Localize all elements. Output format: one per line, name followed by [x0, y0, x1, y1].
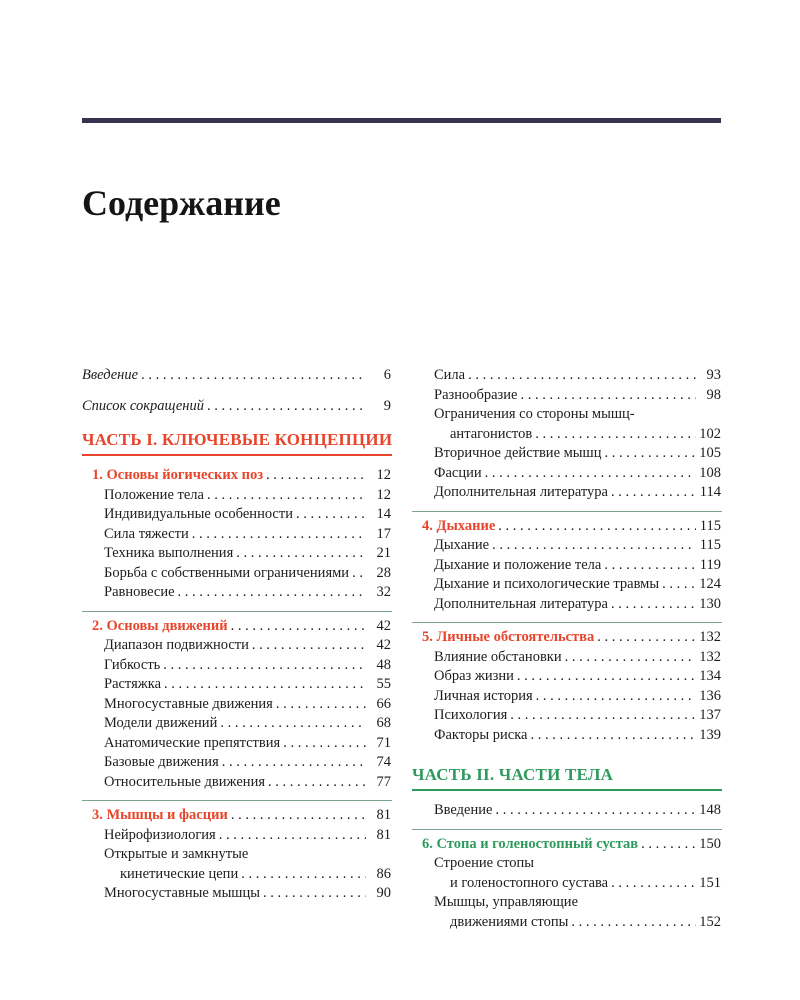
toc-entry[interactable]: Вторичное действие мышц . . . 105: [412, 444, 722, 464]
toc-entry[interactable]: Техника выполнения . . . 21: [82, 544, 392, 564]
toc-chapter-5[interactable]: 5. Личные обстоятельства . . . 132: [412, 628, 722, 648]
toc-entry[interactable]: Многосуставные движения . . . 66: [82, 695, 392, 715]
toc-entry[interactable]: Психология . . . 137: [412, 706, 722, 726]
chapter-divider: [412, 829, 722, 830]
toc-entry[interactable]: кинетические цепи . . . 86: [82, 865, 392, 885]
toc-entry-abbreviations[interactable]: Список сокращений . . . 9: [82, 397, 392, 417]
toc-entry[interactable]: Борьба с собственными ограничениями . . . 28: [82, 564, 392, 584]
toc-entry[interactable]: Положение тела . . . 12: [82, 486, 392, 506]
toc-entry[interactable]: Сила тяжести . . . 17: [82, 525, 392, 545]
toc-entry[interactable]: Дополнительная литература . . . 130: [412, 595, 722, 615]
toc-entry[interactable]: Введение . . . 148: [412, 801, 722, 821]
toc-entry-intro[interactable]: Введение . . . 6: [82, 366, 392, 386]
chapter-divider: [82, 611, 392, 612]
toc-entry[interactable]: Разнообразие . . . 98: [412, 386, 722, 406]
toc-entry[interactable]: Относительные движения . . . 77: [82, 773, 392, 793]
toc-entry[interactable]: Равновесие . . . 32: [82, 583, 392, 603]
toc-entry[interactable]: Нейрофизиология . . . 81: [82, 826, 392, 846]
toc-entry[interactable]: Дыхание . . . 115: [412, 536, 722, 556]
toc-entry-line: Ограничения со стороны мышц-: [434, 406, 635, 422]
toc-entry[interactable]: Растяжка . . . 55: [82, 675, 392, 695]
toc-entry[interactable]: Диапазон подвижности . . . 42: [82, 636, 392, 656]
toc-chapter-6[interactable]: 6. Стопа и голеностопный сустав . . . 150: [412, 835, 722, 855]
part-heading-1: ЧАСТЬ I. КЛЮЧЕВЫЕ КОНЦЕПЦИИ: [82, 430, 392, 456]
chapter-divider: [412, 622, 722, 623]
toc-entry[interactable]: Дополнительная литература . . . 114: [412, 483, 722, 503]
toc-entry[interactable]: антагонистов . . . 102: [412, 425, 722, 445]
page-title: Содержание: [82, 183, 281, 223]
toc-entry-line: Строение стопы: [434, 855, 535, 871]
toc-entry[interactable]: и голеностопного сустава . . . 151: [412, 874, 722, 894]
toc-entry[interactable]: Личная история . . . 136: [412, 687, 722, 707]
toc-left-column: [82, 366, 392, 904]
toc-entry[interactable]: Влияние обстановки . . . 132: [412, 648, 722, 668]
toc-entry[interactable]: Базовые движения . . . 74: [82, 753, 392, 773]
toc-chapter-1[interactable]: 1. Основы йогических поз . . . 12: [82, 466, 392, 486]
part-heading-2: ЧАСТЬ II. ЧАСТИ ТЕЛА: [412, 765, 722, 791]
toc-entry[interactable]: Дыхание и психологические травмы . . . 124: [412, 575, 722, 595]
chapter-divider: [412, 511, 722, 512]
top-rule: [82, 118, 721, 123]
toc-entry[interactable]: Фасции . . . 108: [412, 464, 722, 484]
toc-entry[interactable]: движениями стопы . . . 152: [412, 913, 722, 933]
toc-entry[interactable]: Образ жизни . . . 134: [412, 667, 722, 687]
toc-entry[interactable]: Модели движений . . . 68: [82, 714, 392, 734]
toc-chapter-3[interactable]: 3. Мышцы и фасции . . . 81: [82, 806, 392, 826]
toc-entry[interactable]: Гибкость . . . 48: [82, 656, 392, 676]
chapter-divider: [82, 800, 392, 801]
toc-entry[interactable]: Многосуставные мышцы . . . 90: [82, 884, 392, 904]
toc-entry[interactable]: Дыхание и положение тела . . . 119: [412, 556, 722, 576]
toc-entry-line: Мышцы, управляющие: [434, 894, 579, 910]
toc-chapter-2[interactable]: 2. Основы движений . . . 42: [82, 617, 392, 637]
toc-entry[interactable]: Индивидуальные особенности . . . 14: [82, 505, 392, 525]
toc-entry[interactable]: Факторы риска . . . 139: [412, 726, 722, 746]
toc-right-column: [412, 366, 722, 932]
toc-entry[interactable]: Сила . . . 93: [412, 366, 722, 386]
toc-entry[interactable]: Анатомические препятствия . . . 71: [82, 734, 392, 754]
toc-chapter-4[interactable]: 4. Дыхание . . . 115: [412, 517, 722, 537]
toc-entry-line: Открытые и замкнутые: [104, 846, 249, 862]
